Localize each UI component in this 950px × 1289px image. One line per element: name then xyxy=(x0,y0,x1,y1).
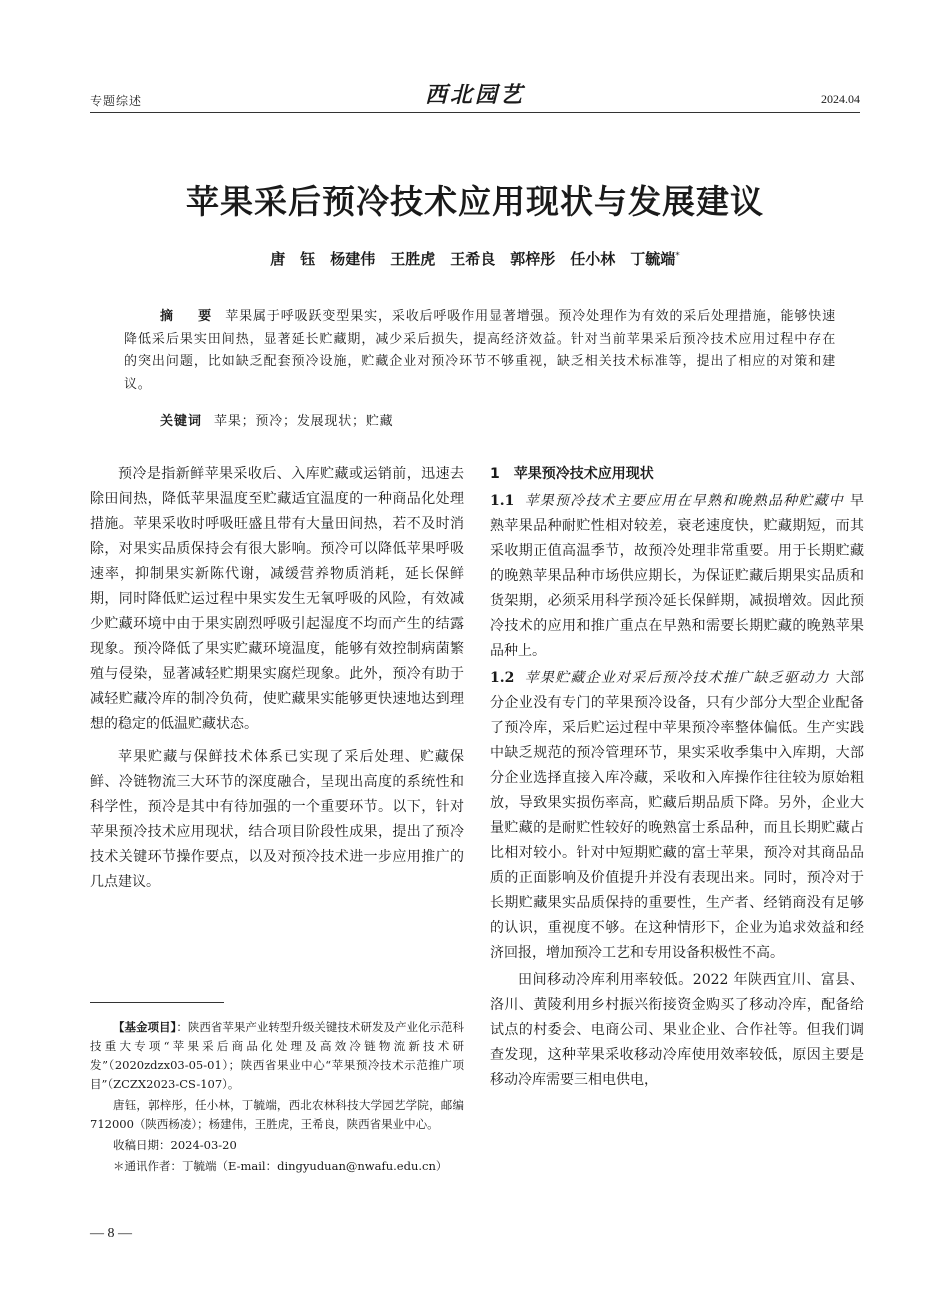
fund-note xyxy=(90,1018,464,1094)
subsection-heading: 苹果预冷技术主要应用在早熟和晚熟品种贮藏中 xyxy=(524,493,844,509)
subsection-number: 1.2 xyxy=(490,670,515,686)
paragraph: 预冷是指新鲜苹果采收后、入库贮藏或运销前，迅速去除田间热，降低苹果温度至贮藏适宜温度的一种商品化处理措施。苹果采收时呼吸旺盛且带有大量田间热，若不及时消除，对果实品质保持会有很大影响。预冷可以降低苹果呼吸速率，抑制果实新陈代谢，减缓营养物质消耗，延长保鲜期，同时降低贮运过程中果实发生无氧呼吸的风险，有效减少贮藏环境中由于果实剧烈呼吸引起湿度不均而产生的结露现象。预冷降低了果实贮藏环境温度，能够有效控制病菌繁殖与侵染，显著减轻贮期果实腐烂现象。此外，预冷有助于减轻贮藏冷库的制冷负荷，使贮藏果实能够更快速地达到理想的稳定的低温贮藏状态。 xyxy=(90,466,464,732)
subsection-1-1 xyxy=(490,489,864,664)
fund-text: ：陕西省苹果产业转型升级关键技术研发及产业化示范科技重大专项“苹果采后商品化处理及高效冷链物流新技术研发”（2020zdzx03-05-01）；陕西省果业中心“苹果预冷技术示范推广项目”（ZCZX2023-CS-107）。 xyxy=(90,1020,465,1091)
corresponding-mark: * xyxy=(675,251,680,261)
section-heading: 1 苹果预冷技术应用现状 xyxy=(490,466,654,482)
abstract-text: 苹果属于呼吸跃变型果实，采收后呼吸作用显著增强。预冷处理作为有效的采后处理措施，能够快速降低采后果实田间热，显著延长贮藏期，减少采后损失，提高经济效益。针对当前苹果采后预冷技术应用过程中存在的突出问题，比如缺乏配套预冷设施，贮藏企业对预冷环节不够重视，缺乏相关技术标准等，提出了相应的对策和建议。 xyxy=(124,309,836,392)
subsection-text: 大部分企业没有专门的苹果预冷设备，只有少部分大型企业配备了预冷库，采后贮运过程中苹果预冷率整体偏低。生产实践中缺乏规范的预冷管理环节，果实采收季集中入库期，大部分企业选择直接入库冷藏，采收和入库操作往往较为原始粗放，导致果实损伤率高，贮藏后期品质下降。另外，企业大量贮藏的是耐贮性较好的晚熟富士系品种，而且长期贮藏占比相对较小。针对中短期贮藏的富士苹果，预冷对其商品品质的正面影响及价值提升并没有表现出来。同时，预冷对于长期贮藏果实品质保持的重要性，生产者、经销商没有足够的认识，重视度不够。在这种情形下，企业为追求效益和经济回报，增加预冷工艺和专用设备积极性不高。 xyxy=(490,670,865,961)
received-date: 收稿日期：2024-03-20 xyxy=(113,1138,237,1152)
abstract xyxy=(124,306,836,396)
author-names: 唐 钰 杨建伟 王胜虎 王希良 郭梓彤 任小林 丁毓端 xyxy=(270,250,676,268)
page-number: — 8 — xyxy=(90,1226,132,1241)
header-rule xyxy=(90,112,860,113)
footnote-rule xyxy=(90,1002,224,1003)
paragraph: 田间移动冷库利用率较低。2022 年陕西宜川、富县、洛川、黄陵利用乡村振兴衔接资金购买了移动冷库，配备给试点的村委会、电商公司、果业企业、合作社等。但我们调查发现，这种苹果采收移动冷库使用效率较低，原因主要是移动冷库需要三相电供电， xyxy=(490,972,864,1088)
author-list xyxy=(0,248,950,269)
footnote xyxy=(90,1018,464,1178)
paragraph: 苹果贮藏与保鲜技术体系已实现了采后处理、贮藏保鲜、冷链物流三大环节的深度融合，呈现出高度的系统性和科学性，预冷是其中有待加强的一个重要环节。以下，针对苹果预冷技术应用现状，结合项目阶段性成果，提出了预冷技术关键环节操作要点，以及对预冷技术进一步应用推广的几点建议。 xyxy=(90,749,464,890)
fund-label: 【基金项目】 xyxy=(113,1020,177,1034)
keywords xyxy=(160,410,836,429)
issue-label: 2024.04 xyxy=(821,92,860,106)
subsection-heading: 苹果贮藏企业对采后预冷技术推广缺乏驱动力 xyxy=(524,670,830,686)
keywords-label: 关键词 xyxy=(160,414,203,429)
section-label: 专题综述 xyxy=(90,94,143,108)
affiliation-note: 唐钰，郭梓彤，任小林，丁毓端，西北农林科技大学园艺学院，邮编 712000（陕西杨凌）；杨建伟，王胜虎，王希良，陕西省果业中心。 xyxy=(90,1098,464,1131)
subsection-1-2 xyxy=(490,666,864,966)
right-column xyxy=(490,462,864,1101)
keywords-text: 苹果；预冷；发展现状；贮藏 xyxy=(214,414,394,429)
article-title: 苹果采后预冷技术应用现状与发展建议 xyxy=(186,182,764,221)
left-column xyxy=(90,462,464,903)
subsection-text: 早熟苹果品种耐贮性相对较差，衰老速度快，贮藏期短，而其采收期正值高温季节，故预冷处理非常重要。用于长期贮藏的晚熟苹果品种市场供应期长，为保证贮藏后期果实品质和货架期，必须采用科学预冷延长保鲜期，减损增效。因此预冷技术的应用和推广重点在早熟和需要长期贮藏的晚熟苹果品种上。 xyxy=(490,493,864,659)
running-header xyxy=(90,84,860,114)
subsection-number: 1.1 xyxy=(490,493,515,509)
journal-logo: 西北园艺 xyxy=(424,82,526,108)
abstract-label: 摘 要 xyxy=(160,309,218,324)
correspondence-note: ＊通讯作者：丁毓端（E-mail：dingyuduan@nwafu.edu.cn） xyxy=(113,1159,448,1173)
